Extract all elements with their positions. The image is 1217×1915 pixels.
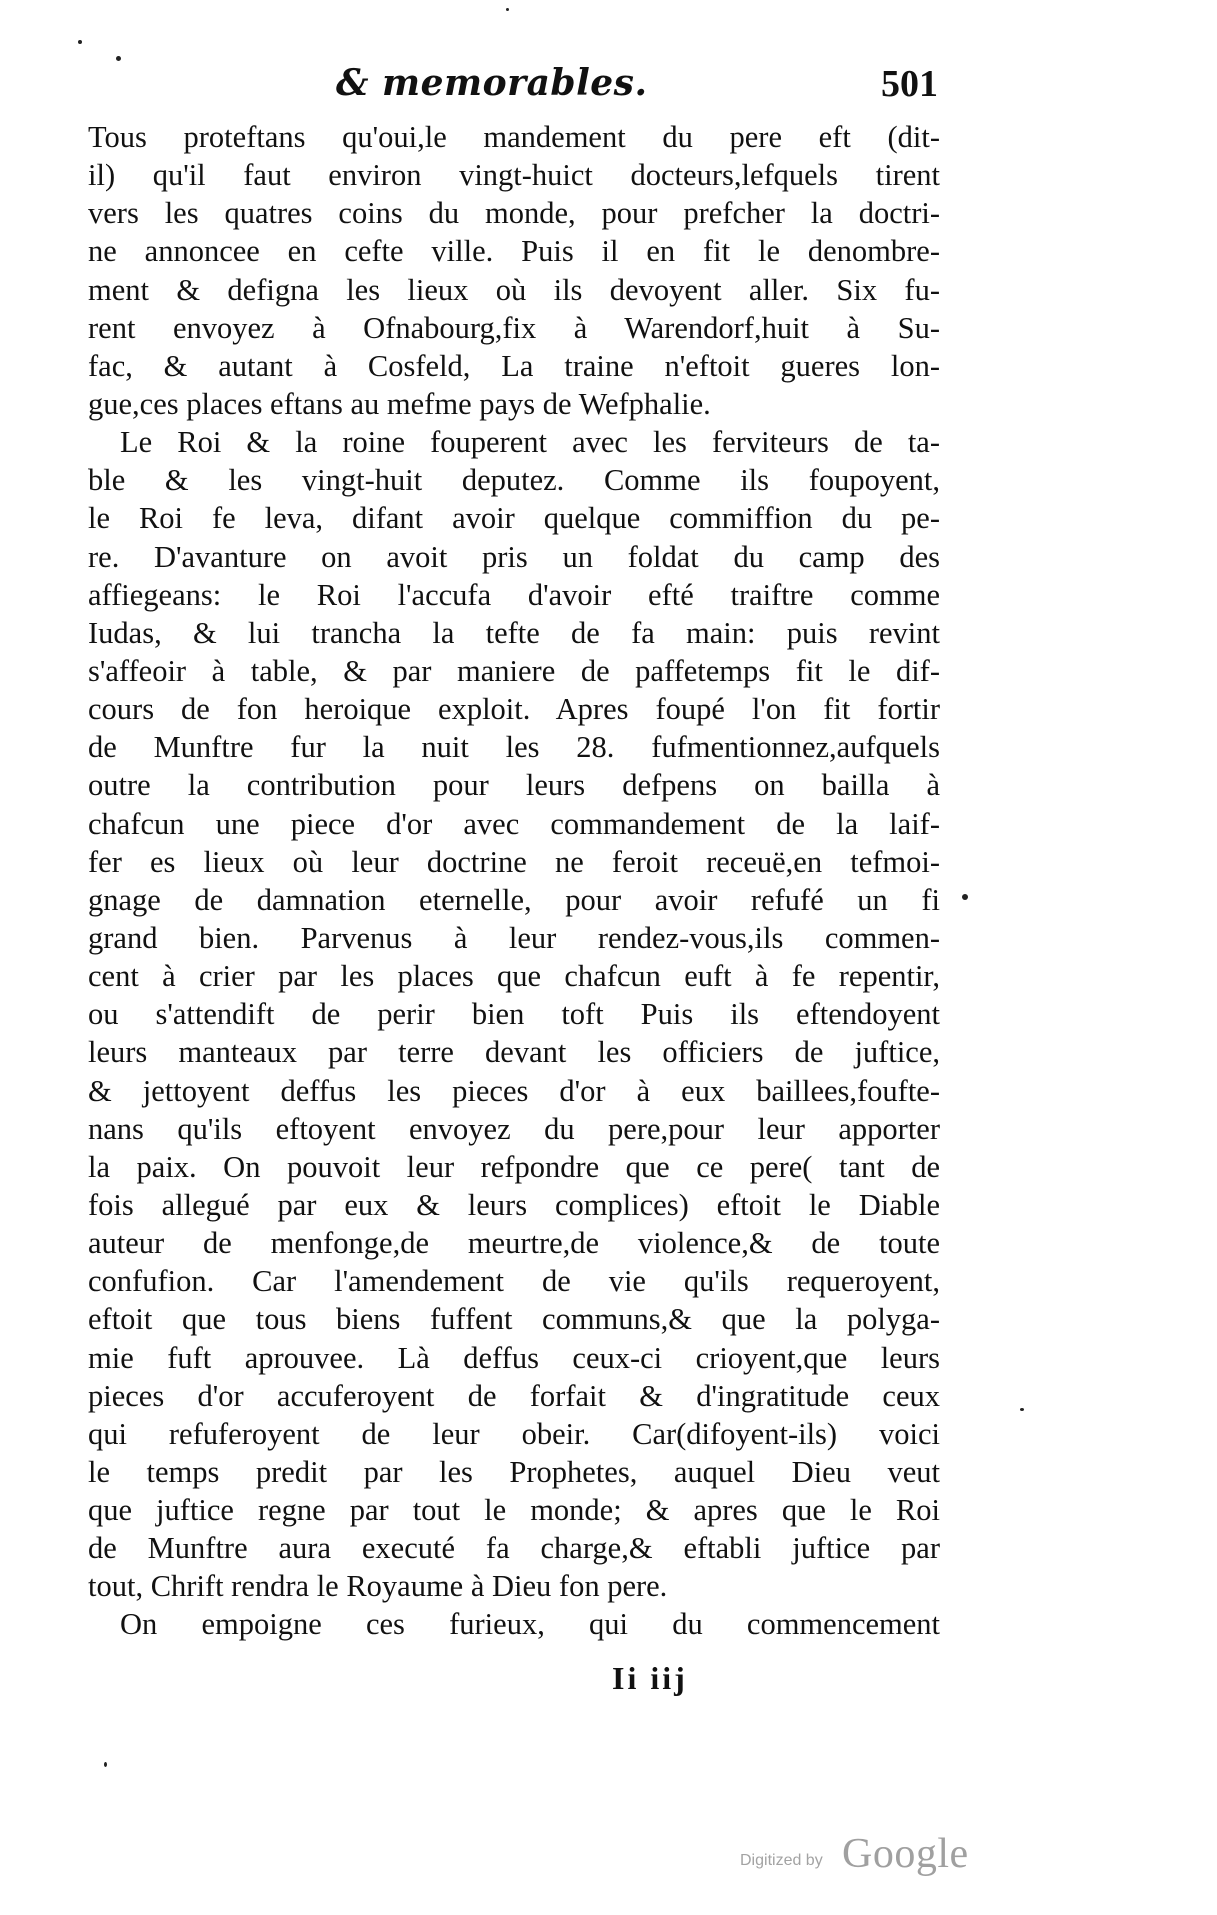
text-line: auteur de menfonge,de meurtre,de violence,& de toute: [88, 1226, 940, 1261]
catchword-line: On empoigne ces furieux, qui du commencement: [120, 1607, 940, 1642]
text-line: re. D'avanture on avoit pris un foldat du camp des: [88, 539, 940, 574]
text-line: de Munftre aura executé fa charge,& eftabli juftice par: [88, 1531, 940, 1566]
text-line: ble & les vingt-huit deputez. Comme ils foupoyent,: [88, 463, 940, 498]
text-line: leurs manteaux par terre devant les officiers de juftice,: [88, 1035, 940, 1070]
text-line: confufion. Car l'amendement de vie qu'ils requeroyent,: [88, 1264, 940, 1299]
text-line: & jettoyent deffus les pieces d'or à eux baillees,foufte-: [88, 1073, 940, 1108]
ink-speck: [78, 40, 82, 44]
text-line: gnage de damnation eternelle, pour avoir refufé un fi: [88, 882, 940, 917]
ink-speck: [1020, 1408, 1024, 1411]
google-logo: Google: [842, 1831, 969, 1877]
ink-speck: [104, 1762, 107, 1767]
page-number: 501: [881, 63, 938, 105]
text-line: que juftice regne par tout le monde; & apres que le Roi: [88, 1493, 940, 1528]
text-line: mie fuft aprouvee. Là deffus ceux-ci crioyent,que leurs: [88, 1340, 940, 1375]
text-line: nans qu'ils eftoyent envoyez du pere,pour leur apporter: [88, 1111, 940, 1146]
text-line: qui refuferoyent de leur obeir. Car(difoyent-ils) voici: [88, 1416, 940, 1451]
body-text: [88, 118, 940, 1644]
running-title: & memorables.: [336, 62, 648, 104]
text-line: grand bien. Parvenus à leur rendez-vous,ils commen-: [88, 920, 940, 955]
ink-speck: [962, 894, 968, 900]
ink-speck: [506, 8, 509, 11]
text-line: cours de fon heroique exploit. Apres foupé l'on fit fortir: [88, 692, 940, 727]
text-line: eftoit que tous biens fuffent communs,& que la polyga-: [88, 1302, 940, 1337]
text-line: le Roi fe leva, difant avoir quelque commiffion du pe-: [88, 501, 940, 536]
text-line: Tous proteftans qu'oui,le mandement du pere eft (dit-: [88, 120, 940, 154]
text-line: le temps predit par les Prophetes, auquel Dieu veut: [88, 1454, 940, 1489]
text-line: Le Roi & la roine fouperent avec les ferviteurs de ta-: [120, 425, 940, 460]
google-watermark: [740, 1830, 1000, 1880]
text-line: outre la contribution pour leurs defpens on bailla à: [88, 768, 940, 803]
ink-speck: [116, 56, 121, 61]
text-line: chafcun une piece d'or avec commandement de la laif-: [88, 806, 940, 841]
text-line: rent envoyez à Ofnabourg,fix à Warendorf,huit à Su-: [88, 310, 940, 345]
text-line: affiegeans: le Roi l'accufa d'avoir efté traiftre comme: [88, 577, 940, 612]
text-line: tout, Chrift rendra le Royaume à Dieu fon pere.: [88, 1569, 668, 1604]
digitized-by-label: Digitized by: [740, 1852, 823, 1869]
text-line: vers les quatres coins du monde, pour prefcher la doctri-: [88, 196, 940, 231]
text-line: ne annoncee en cefte ville. Puis il en fit le denombre-: [88, 234, 940, 269]
text-line: il) qu'il faut environ vingt-huict docteurs,lefquels tirent: [88, 158, 940, 193]
text-line: fois allegué par eux & leurs complices) eftoit le Diable: [88, 1187, 940, 1222]
text-line: pieces d'or accuferoyent de forfait & d'ingratitude ceux: [88, 1378, 940, 1413]
signature-mark: Ii iij: [612, 1660, 688, 1696]
text-line: Iudas, & lui trancha la tefte de fa main: puis revint: [88, 615, 940, 650]
text-line: ou s'attendift de perir bien toft Puis ils eftendoyent: [88, 997, 940, 1032]
text-line: fer es lieux où leur doctrine ne feroit receuë,en tefmoi-: [88, 844, 940, 879]
text-line: cent à crier par les places que chafcun euft à fe repentir,: [88, 959, 940, 994]
text-line: ment & defigna les lieux où ils devoyent aller. Six fu-: [88, 272, 940, 307]
text-line: gue,ces places eftans au mefme pays de Wefphalie.: [88, 386, 711, 421]
text-line: s'affeoir à table, & par maniere de paffetemps fit le dif-: [88, 653, 940, 688]
page-header: [118, 62, 938, 112]
text-line: la paix. On pouvoit leur refpondre que ce pere( tant de: [88, 1149, 940, 1184]
text-line: fac, & autant à Cosfeld, La traine n'eftoit gueres lon-: [88, 348, 940, 383]
text-line: de Munftre fur la nuit les 28. fufmentionnez,aufquels: [88, 730, 940, 765]
